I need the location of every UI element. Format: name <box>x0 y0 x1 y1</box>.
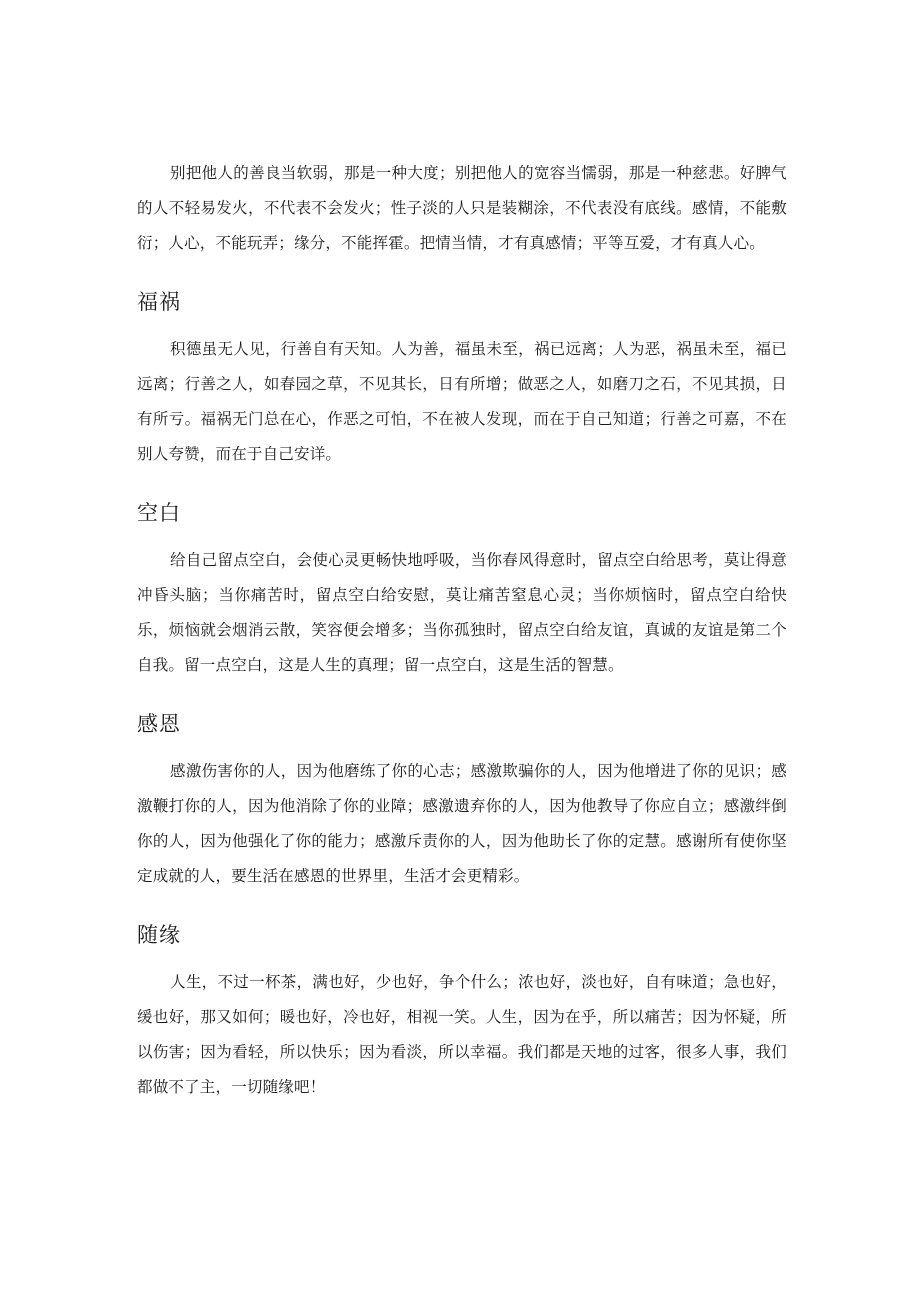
section-heading-kongbai: 空白 <box>137 501 181 525</box>
spacer <box>137 528 787 543</box>
spacer <box>137 683 787 709</box>
section-heading-suiyuan: 随缘 <box>137 923 181 947</box>
section-heading-ganen: 感恩 <box>137 712 181 736</box>
section-paragraph-kongbai: 给自己留点空白，会使心灵更畅快地呼吸，当你春风得意时，留点空白给思考，莫让得意冲昏头脑；当你痛苦时，留点空白给安慰，莫让痛苦窒息心灵；当你烦恼时，留点空白给快乐，烦恼就会烟消云散，笑容便会增多；当你孤独时，留点空白给友谊，真诚的友谊是第二个自我。留一点空白，这是人生的真理；留一点空白，这是生活的智慧。 <box>137 551 787 674</box>
spacer <box>137 261 787 287</box>
section-paragraph-ganen: 感激伤害你的人，因为他磨练了你的心志；感激欺骗你的人，因为他增进了你的见识；感激鞭打你的人，因为他消除了你的业障；感激遗弃你的人，因为他教导了你应自立；感激绊倒你的人，因为他强化了你的能力；感激斥责你的人，因为他助长了你的定慧。感谢所有使你坚定成就的人，要生活在感恩的世界里，生活才会更精彩。 <box>137 762 787 885</box>
document-page <box>137 156 787 1105</box>
spacer <box>137 894 787 920</box>
section-paragraph-suiyuan: 人生，不过一杯茶，满也好，少也好，争个什么；浓也好，淡也好，自有味道；急也好，缓也好，那又如何；暖也好，冷也好，相视一笑。人生，因为在乎，所以痛苦；因为怀疑，所以伤害；因为看轻，所以快乐；因为看淡，所以幸福。我们都是天地的过客，很多人事，我们都做不了主，一切随缘吧！ <box>137 973 787 1096</box>
spacer <box>137 472 787 498</box>
section-heading-fuhuo: 福祸 <box>137 290 181 314</box>
spacer <box>137 950 787 965</box>
spacer <box>137 739 787 754</box>
section-paragraph-fuhuo: 积德虽无人见，行善自有天知。人为善，福虽未至，祸已远离；人为恶，祸虽未至，福已远离；行善之人，如春园之草，不见其长，日有所增；做恶之人，如磨刀之石，不见其损，日有所亏。福祸无门总在心，作恶之可怕，不在被人发现，而在于自己知道；行善之可嘉，不在别人夸赞，而在于自己安详。 <box>137 340 787 463</box>
intro-paragraph: 别把他人的善良当软弱，那是一种大度；别把他人的宽容当懦弱，那是一种慈悲。好脾气的人不轻易发火，不代表不会发火；性子淡的人只是装糊涂，不代表没有底线。感情，不能敷衍；人心，不能玩弄；缘分，不能挥霍。把情当情，才有真感情；平等互爱，才有真人心。 <box>137 164 787 252</box>
spacer <box>137 317 787 332</box>
